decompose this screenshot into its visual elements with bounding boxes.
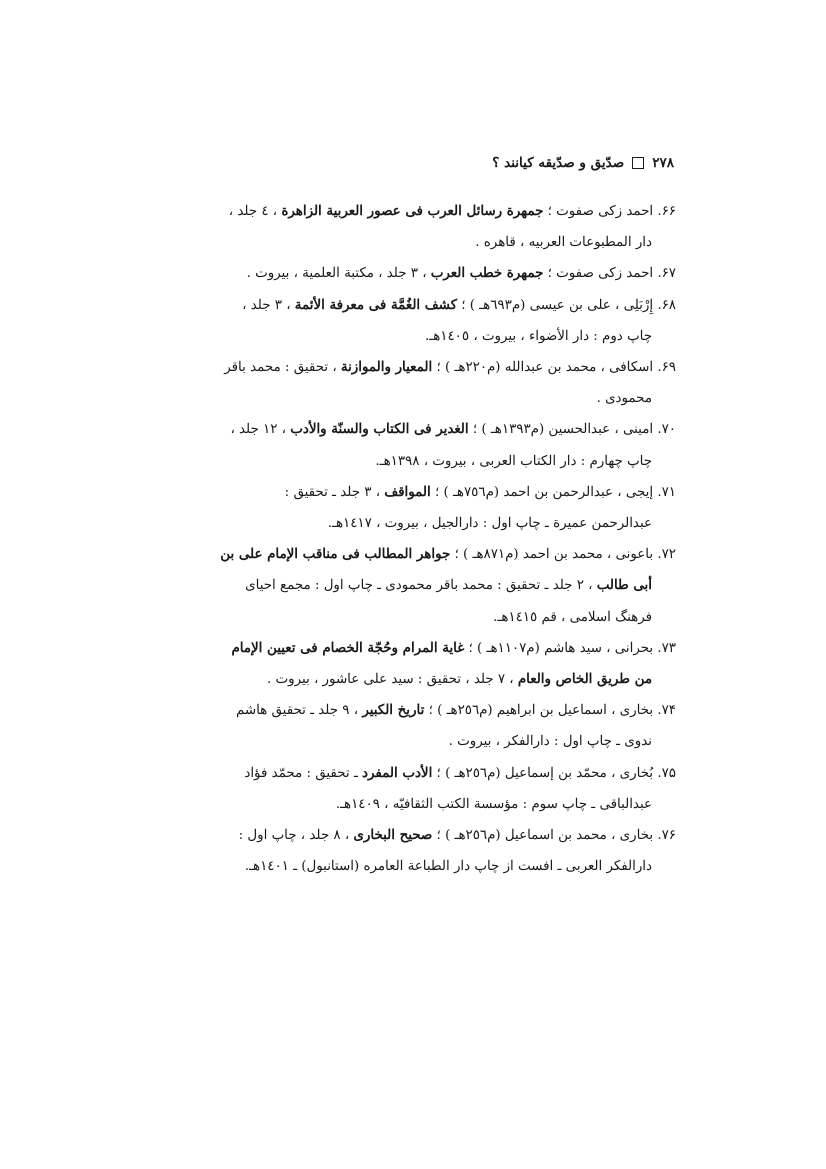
reference-text: . احمد زكى صفوت ؛: [543, 204, 662, 219]
reference-text: ، ٤ جلد ،: [228, 204, 282, 219]
reference-number: ۷۳: [661, 640, 676, 656]
reference-text: دارالفكر العربی ـ افست از چاپ دار الطباعة العامره (استانبول) ـ ١٤٠١هـ.: [244, 859, 652, 875]
reference-continuation-line: [150, 321, 676, 352]
reference-text: . بخاری ، محمد بن اسماعيل (م٢٥٦هـ ) ؛: [432, 828, 662, 844]
reference-title: المواقف: [384, 483, 431, 500]
reference-text: . إيجی ، عبدالرحمن بن احمد (م٧٥٦هـ ) ؛: [430, 484, 662, 500]
reference-text: ، ٢ جلد ـ تحقيق : محمد باقر محمودی ـ چاپ اول : مجمع احيای: [245, 578, 597, 594]
reference-entry: [150, 477, 676, 539]
reference-first-line: [230, 422, 676, 437]
reference-title: كشف الغُمَّة فی معرفة الأئمة: [294, 296, 457, 313]
reference-entry: [150, 196, 676, 258]
reference-title: جمهرة خطب العرب: [430, 265, 544, 282]
reference-text: ، تحقيق : محمد باقر: [224, 360, 341, 376]
reference-title: تاريخ الكبير: [362, 702, 425, 719]
reference-text: . باعونی ، محمد بن احمد (م٨٧١هـ ) ؛: [450, 547, 662, 563]
page-header: [150, 150, 674, 176]
reference-text: ، ٩ جلد ـ تحقيق هاشم: [235, 703, 363, 719]
reference-number: ۶۸: [661, 297, 676, 313]
reference-first-line: [236, 703, 676, 718]
running-title: صدّيق و صدّيقه كيانند ؟: [492, 155, 625, 171]
reference-text: چاپ دوم : دار الأضواء ، بيروت ، ١٤٠٥هـ.: [425, 328, 652, 344]
square-box-icon: [632, 157, 644, 169]
reference-text: . إِرْبَلِی ، علی بن عیسی (م٦٩٣هـ ) ؛: [456, 297, 662, 313]
bibliography-list: [150, 196, 676, 882]
reference-first-line: [224, 360, 676, 375]
reference-number: ۷۶: [661, 828, 676, 844]
reference-number: ۷۵: [661, 765, 676, 781]
reference-entry: [150, 820, 676, 882]
reference-first-line: [229, 204, 676, 219]
reference-first-line: [247, 266, 676, 281]
reference-title: جواهر المطالب فی مناقب الإمام علی بن: [220, 546, 451, 563]
reference-text: چاپ چهارم : دار الكتاب العربی ، بيروت ، ١٣٩٨هـ.: [375, 453, 652, 469]
reference-number: ۷۲: [661, 547, 676, 563]
reference-number: ۶۹: [661, 360, 676, 376]
page-number: ۲۷۸: [652, 155, 674, 171]
reference-entry: [150, 633, 676, 695]
reference-first-line: [239, 828, 676, 843]
reference-entry: [150, 258, 676, 289]
reference-number: ۶۶: [661, 204, 676, 219]
reference-continuation-line: [150, 602, 676, 633]
reference-continuation-line: [150, 446, 676, 477]
reference-continuation-line: [150, 227, 676, 258]
reference-continuation-line: [150, 851, 676, 882]
reference-text: ، ٣ جلد ،: [242, 297, 295, 313]
reference-text: فرهنگ اسلامی ، قم ١٤١٥هـ.: [493, 609, 652, 625]
reference-entry: [150, 414, 676, 476]
reference-title: جمهرة رسائل العرب فى عصور العربية الزاهرة: [281, 203, 544, 219]
reference-text: . امینی ، عبدالحسین (م١٣٩٣هـ ) ؛: [468, 422, 662, 438]
reference-continuation-line: [150, 508, 676, 539]
reference-title: غاية المرام وحُجّة الخصام فی تعيين الإمام: [231, 639, 465, 656]
reference-title: أبی طالب: [596, 577, 652, 594]
reference-text: عبدالباقی ـ چاپ سوم : مؤسسة الكتب الثقافيّه ، ١٤٠٩هـ.: [335, 796, 652, 812]
reference-continuation-line: [150, 789, 676, 820]
reference-entry: [150, 758, 676, 820]
reference-text: . احمد زكى صفوت ؛: [543, 266, 662, 282]
reference-number: ۷۱: [661, 484, 676, 500]
reference-text: ، ٣ جلد ـ تحقيق :: [284, 484, 385, 500]
reference-text: محمودی .: [596, 391, 652, 407]
reference-continuation-line: [150, 664, 676, 695]
reference-text: ، ٣ جلد ، مكتبة العلمية ، بيروت .: [246, 266, 431, 282]
reference-entry: [150, 290, 676, 352]
reference-continuation-line: [150, 383, 676, 414]
reference-entry: [150, 695, 676, 757]
reference-continuation-line: [150, 726, 676, 757]
reference-text: ندوی ـ چاپ اول : دارالفكر ، بيروت .: [448, 734, 652, 750]
reference-number: ۷۴: [661, 703, 676, 719]
reference-entry: [150, 539, 676, 633]
reference-text: عبدالرحمن عميرة ـ چاپ اول : دارالجيل ، بيروت ، ١٤١٧هـ.: [327, 516, 652, 532]
reference-text: ، ١٢ جلد ،: [230, 422, 291, 438]
reference-text: . بحرانی ، سيد هاشم (م١١٠٧هـ ) ؛: [464, 640, 662, 656]
reference-number: ۶۷: [661, 266, 676, 282]
reference-text: . بخاری ، اسماعيل بن ابراهيم (م٢٥٦هـ ) ؛: [424, 703, 662, 719]
reference-continuation-line: [150, 570, 676, 601]
reference-text: . اسكافی ، محمد بن عبدالله (م٢٢٠هـ ) ؛: [432, 360, 662, 376]
reference-text: . بُخاری ، محمّد بن إسماعيل (م٢٥٦هـ ) ؛: [432, 765, 662, 781]
reference-first-line: [220, 547, 676, 562]
reference-first-line: [231, 641, 676, 656]
reference-title: من طريق الخاص والعام: [517, 671, 652, 688]
reference-text: ، ٧ جلد ، تحقيق : سيد علی عاشور ، بيروت .: [266, 672, 518, 688]
reference-title: الغدير فی الكتاب والسنّة والأدب: [290, 421, 469, 438]
reference-first-line: [244, 766, 676, 781]
reference-text: دار المطبوعات العربيه ، قاهره .: [475, 235, 652, 251]
reference-first-line: [242, 298, 676, 313]
reference-title: صحيح البخاری: [353, 827, 433, 844]
reference-first-line: [285, 485, 676, 500]
reference-text: ـ تحقيق : محمّد فؤاد: [244, 765, 363, 781]
reference-title: المعيار والموازنة: [340, 359, 433, 376]
reference-title: الأدب المفرد: [362, 764, 433, 781]
reference-text: ، ٨ جلد ، چاپ اول :: [238, 828, 354, 844]
reference-entry: [150, 352, 676, 414]
reference-number: ۷۰: [661, 422, 676, 438]
